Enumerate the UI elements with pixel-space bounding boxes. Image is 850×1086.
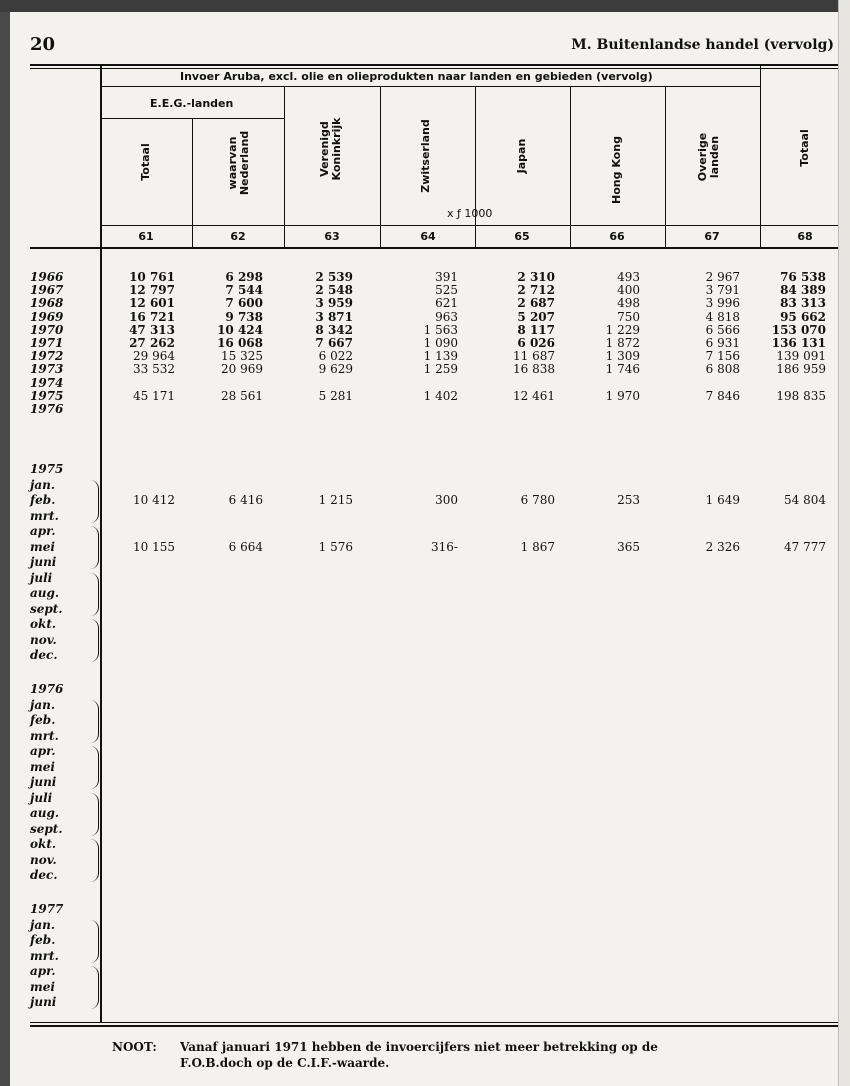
col-header-nederland [227,123,253,203]
scan-top-edge [0,0,850,12]
col-header-vk-text: Verenigd Koninkrijk [318,117,343,181]
row-label-year: 1971 [30,336,64,350]
table-cell: 15 325 [221,349,263,363]
col-sep-1 [192,118,193,248]
table-cell: 47 777 [784,540,826,554]
table-cell: 391 [435,270,458,284]
month-label: jan. [30,478,56,492]
row-label-year: 1972 [30,349,64,363]
table-cell: 493 [617,270,640,284]
table-cell: 7 600 [225,296,263,310]
month-label: mei [30,760,55,774]
table-cell: 27 262 [129,336,175,350]
table-cell: 1 402 [423,389,458,403]
month-label: feb. [30,933,56,947]
table-cell: 16 721 [129,310,175,324]
month-label: jan. [30,698,56,712]
table-cell: 7 846 [705,389,740,403]
table-cell: 139 091 [776,349,826,363]
table-cell: 76 538 [780,270,826,284]
table-cell: 7 156 [705,349,740,363]
month-label: mrt. [30,949,59,963]
table-cell: 6 022 [318,349,353,363]
table-cell: 16 068 [217,336,263,350]
table-cell: 10 761 [129,270,175,284]
page-number: 20 [30,34,56,55]
table-cell: 1 576 [318,540,353,554]
quarter-brace [90,793,99,836]
month-label: nov. [30,633,57,647]
table-cell: 621 [435,296,458,310]
table-cell: 11 687 [513,349,555,363]
row-label-year: 1966 [30,270,64,284]
table-cell: 316- [431,540,458,554]
top-rule [30,64,838,66]
table-cell: 3 871 [315,310,353,324]
table-cell: 1 563 [423,323,458,337]
table-cell: 1 259 [423,362,458,376]
table-cell: 750 [617,310,640,324]
table-cell: 84 389 [780,283,826,297]
table-cell: 3 996 [705,296,740,310]
month-label: dec. [30,868,58,882]
row-label-year: 1975 [30,389,64,403]
table-cell: 9 629 [318,362,353,376]
table-cell: 10 155 [133,540,175,554]
col-number-65: 65 [514,230,530,243]
month-label: sept. [30,602,63,616]
col-header-overige [697,117,723,197]
table-cell: 1 746 [605,362,640,376]
col-number-62: 62 [230,230,246,243]
table-cell: 45 171 [133,389,175,403]
col-number-66: 66 [609,230,625,243]
table-cell: 6 416 [228,493,263,507]
table-cell: 2 310 [517,270,555,284]
table-cell: 4 818 [705,310,740,324]
table-cell: 6 808 [705,362,740,376]
table-cell: 2 712 [517,283,555,297]
month-label: aug. [30,586,60,600]
table-cell: 95 662 [780,310,826,324]
colnum-top-rule [100,225,838,226]
col-header-totaal-eeg: Totaal [139,143,152,181]
table-cell: 365 [617,540,640,554]
table-cell: 2 967 [705,270,740,284]
table-cell: 47 313 [129,323,175,337]
col-number-61: 61 [138,230,154,243]
section-title: M. Buitenlandse handel (vervolg) [571,37,834,53]
table-cell: 186 959 [776,362,826,376]
month-label: apr. [30,964,56,978]
header-bottom-rule [30,247,838,249]
eeg-group-label: E.E.G.-landen [150,97,234,110]
table-cell: 1 872 [605,336,640,350]
table-cell: 10 424 [217,323,263,337]
table-cell: 1 970 [605,389,640,403]
table-cell: 28 561 [221,389,263,403]
title-underline [100,86,760,87]
col-number-67: 67 [704,230,720,243]
table-cell: 525 [435,283,458,297]
col-number-68: 68 [797,230,813,243]
footnote-label: NOOT: [112,1040,157,1054]
table-cell: 1 229 [605,323,640,337]
row-label-year: 1968 [30,296,64,310]
month-label: juni [30,995,57,1009]
table-cell: 1 090 [423,336,458,350]
table-cell: 2 539 [315,270,353,284]
table-cell: 8 342 [315,323,353,337]
page-edge-strip [838,0,850,1086]
col-number-63: 63 [324,230,340,243]
table-cell: 8 117 [517,323,555,337]
table-cell: 9 738 [225,310,263,324]
table-cell: 300 [435,493,458,507]
table-cell: 5 281 [318,389,353,403]
month-label: juli [30,791,53,805]
table-cell: 1 309 [605,349,640,363]
footnote-line-2: F.O.B.doch op de C.I.F.-waarde. [180,1056,390,1070]
month-label: mrt. [30,509,59,523]
table-cell: 83 313 [780,296,826,310]
col-header-hongkong: Hong Kong [610,136,623,204]
table-cell: 253 [617,493,640,507]
table-cell: 963 [435,310,458,324]
footer-rule [30,1022,838,1023]
month-label: juli [30,571,53,585]
month-label: dec. [30,648,58,662]
col-header-japan: Japan [515,138,528,174]
table-cell: 6 780 [520,493,555,507]
col-header-nederland-text: waarvan Nederland [226,130,251,196]
table-cell: 12 797 [129,283,175,297]
table-cell: 5 207 [517,310,555,324]
table-cell: 3 791 [705,283,740,297]
quarter-brace [90,966,99,1009]
quarter-brace [90,573,99,616]
quarter-brace [90,619,99,662]
table-cell: 2 326 [705,540,740,554]
month-label: mrt. [30,729,59,743]
table-cell: 7 544 [225,283,263,297]
table-cell: 2 548 [315,283,353,297]
table-cell: 3 959 [315,296,353,310]
row-label-year: 1970 [30,323,64,337]
block-year-label: 1977 [30,902,64,916]
row-label-year: 1973 [30,362,64,376]
row-label-year: 1976 [30,402,64,416]
table-cell: 6 931 [705,336,740,350]
table-cell: 33 532 [133,362,175,376]
block-year-label: 1976 [30,682,64,696]
col-number-64: 64 [420,230,436,243]
col-sep-6 [665,86,666,248]
month-label: okt. [30,837,57,851]
quarter-brace [90,746,99,789]
document-page [10,12,838,1086]
table-cell: 54 804 [784,493,826,507]
table-cell: 136 131 [771,336,826,350]
month-label: juni [30,775,57,789]
block-year-label: 1975 [30,462,64,476]
table-cell: 7 667 [315,336,353,350]
table-cell: 153 070 [771,323,826,337]
col-header-totaal: Totaal [798,129,811,167]
table-cell: 1 867 [520,540,555,554]
quarter-brace [90,920,99,963]
table-cell: 12 601 [129,296,175,310]
top-rule-thin [30,68,838,69]
row-label-year: 1969 [30,310,64,324]
table-cell: 10 412 [133,493,175,507]
month-label: nov. [30,853,57,867]
month-label: feb. [30,713,56,727]
table-cell: 6 566 [705,323,740,337]
footnote-line-1: Vanaf januari 1971 hebben de invoercijfers niet meer betrekking op de [180,1040,658,1054]
month-label: sept. [30,822,63,836]
month-label: juni [30,555,57,569]
col-sep-7 [760,66,761,248]
month-label: aug. [30,806,60,820]
col-header-overige-text: Overige landen [696,132,721,182]
month-label: apr. [30,524,56,538]
row-label-year: 1974 [30,376,64,390]
table-title: Invoer Aruba, excl. olie en olieprodukten naar landen en gebieden (vervolg) [180,70,653,83]
table-cell: 1 649 [705,493,740,507]
table-cell: 12 461 [513,389,555,403]
table-cell: 198 835 [776,389,826,403]
table-cell: 20 969 [221,362,263,376]
table-cell: 1 215 [318,493,353,507]
quarter-brace [90,839,99,882]
col-sep-5 [570,86,571,248]
quarter-brace [90,700,99,743]
table-cell: 29 964 [133,349,175,363]
col-header-vk [319,109,345,189]
month-label: mei [30,980,55,994]
table-cell: 498 [617,296,640,310]
month-label: apr. [30,744,56,758]
row-label-year: 1967 [30,283,64,297]
table-cell: 6 026 [517,336,555,350]
month-label: mei [30,540,55,554]
col-header-zwitserland: Zwitserland [419,119,432,193]
table-cell: 6 298 [225,270,263,284]
table-cell: 6 664 [228,540,263,554]
footer-rule-thick [30,1025,838,1027]
col-sep-2 [284,86,285,248]
month-label: jan. [30,918,56,932]
table-cell: 1 139 [423,349,458,363]
month-label: feb. [30,493,56,507]
table-cell: 400 [617,283,640,297]
unit-label: x ƒ 1000 [447,207,493,220]
col-sep-4 [475,86,476,248]
table-cell: 2 687 [517,296,555,310]
table-cell: 16 838 [513,362,555,376]
month-label: okt. [30,617,57,631]
col-sep-3 [380,86,381,248]
